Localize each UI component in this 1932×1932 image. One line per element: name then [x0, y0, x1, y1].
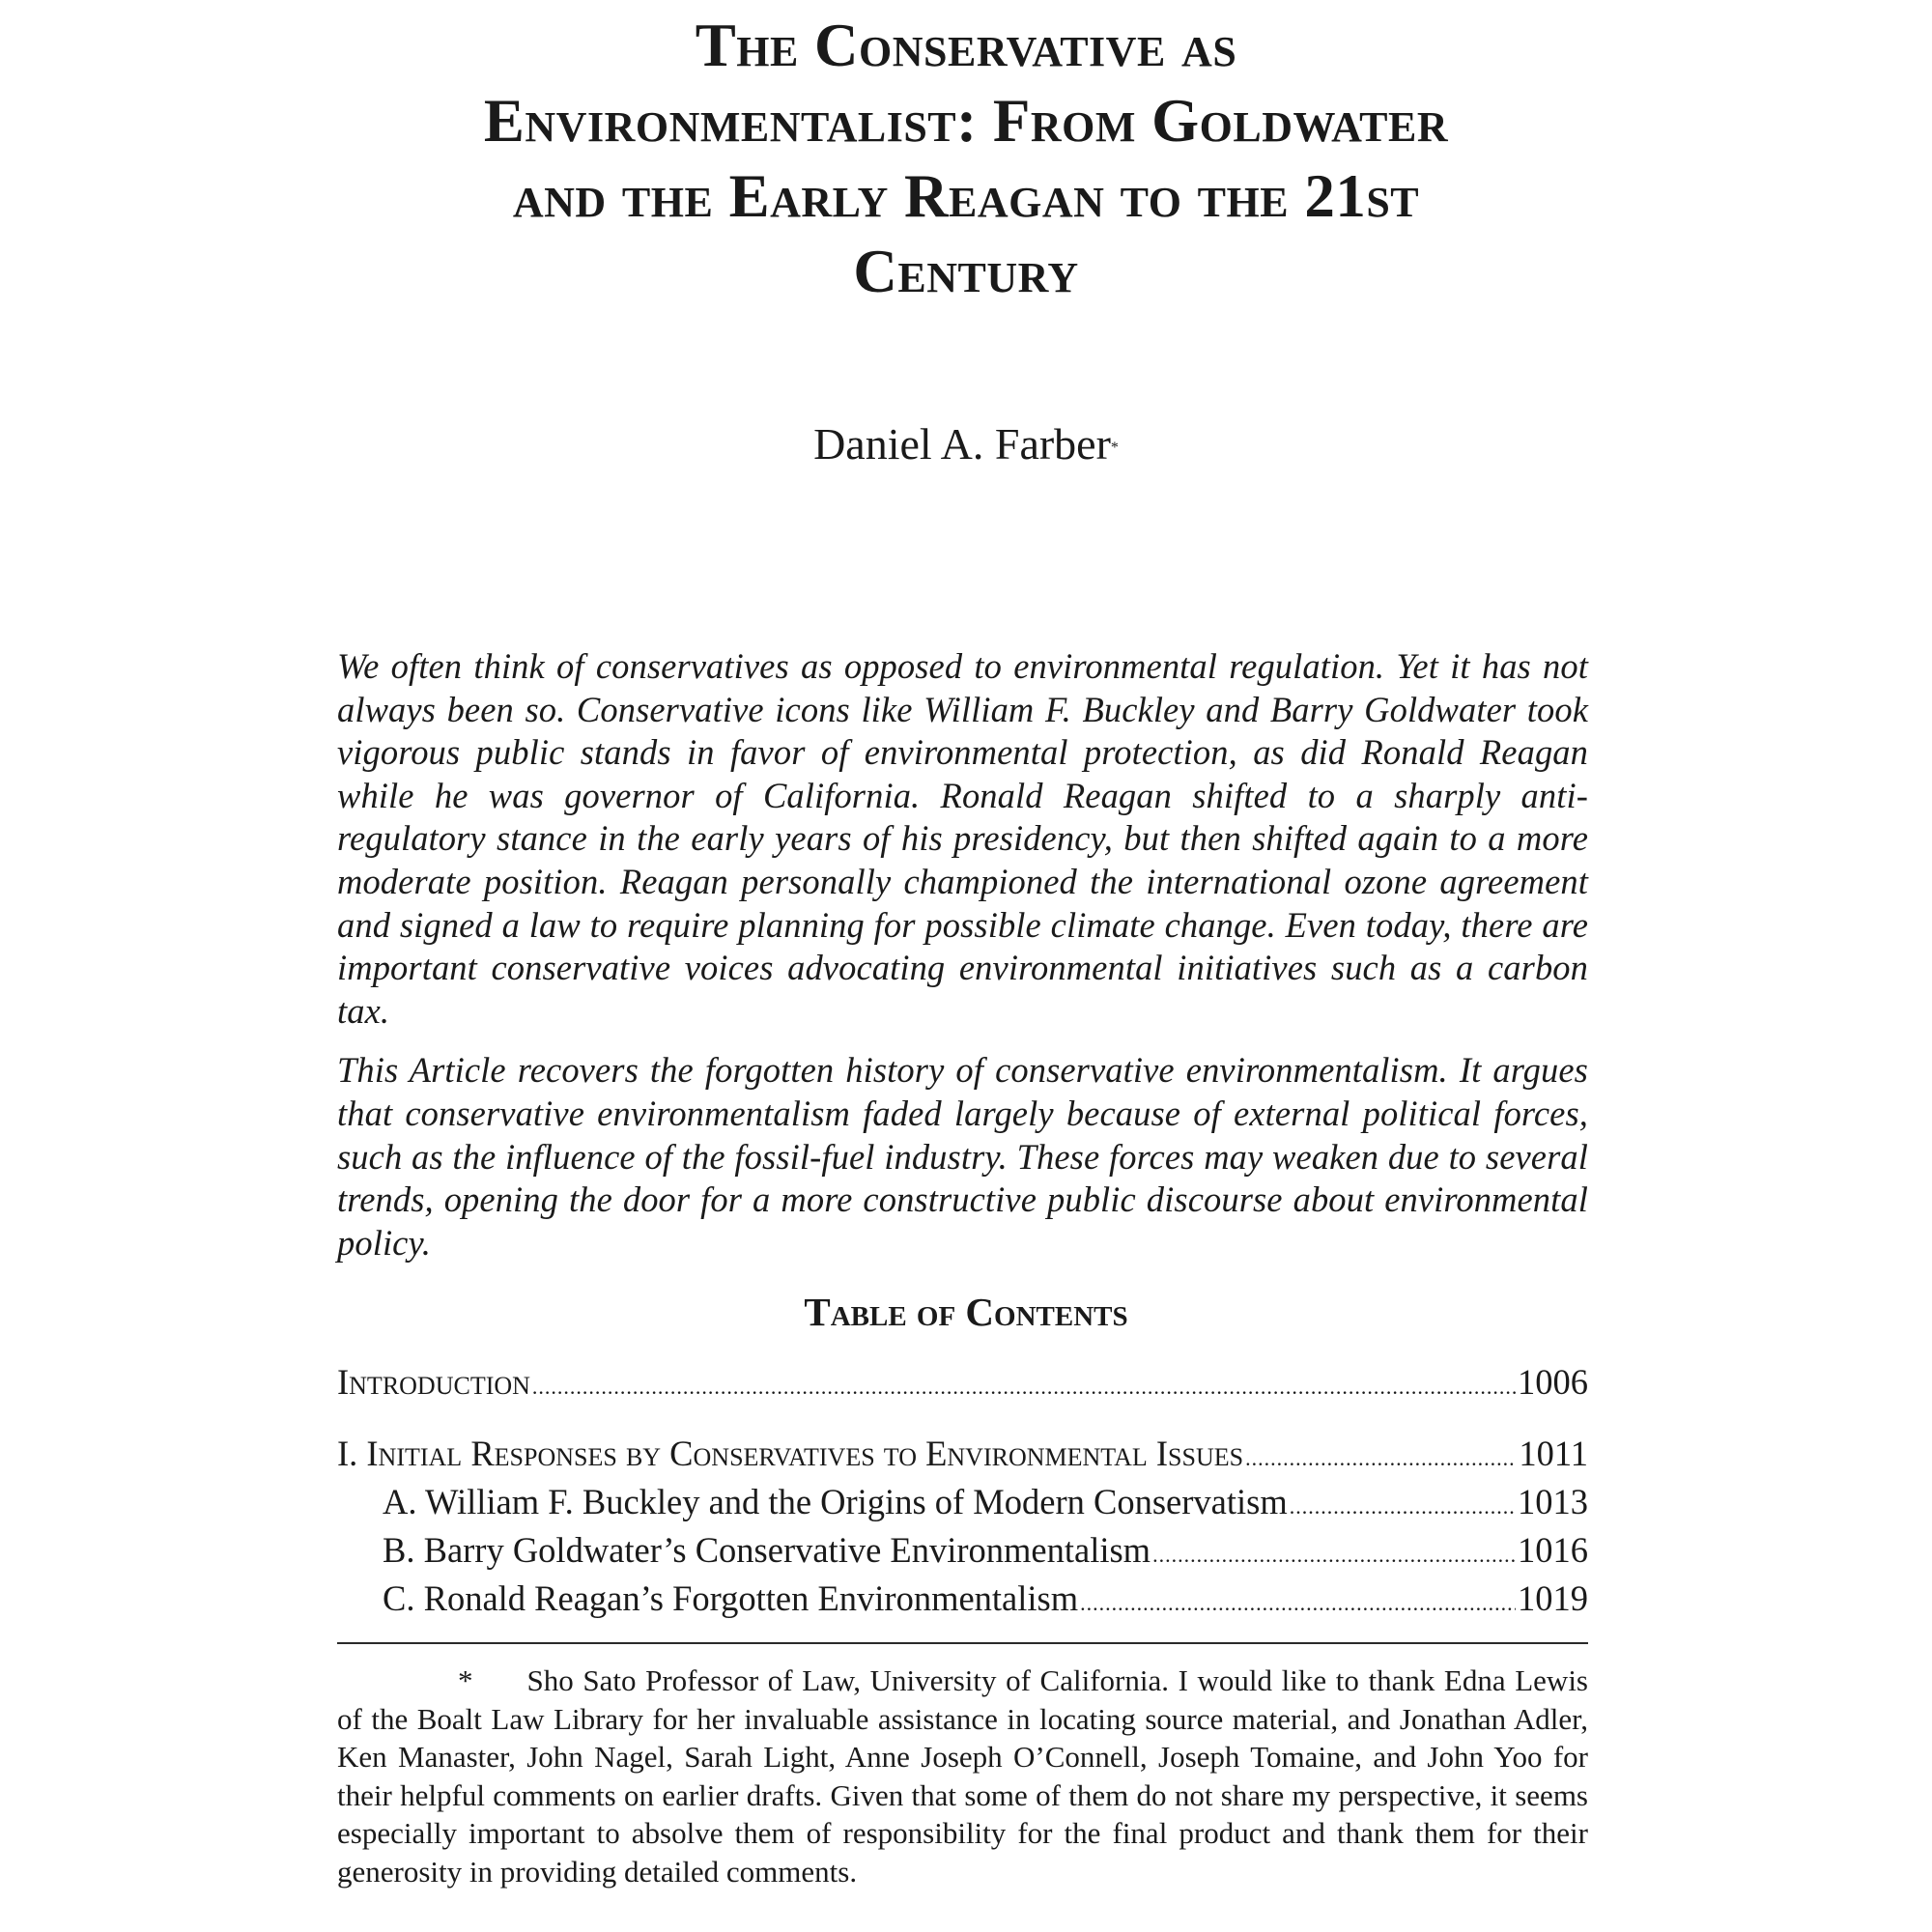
author-footnote-mark[interactable]: *	[1110, 440, 1119, 456]
toc-entry-page: 1019	[1518, 1578, 1588, 1618]
footnote-divider	[337, 1642, 1588, 1644]
footnote-mark: *	[458, 1663, 473, 1697]
table-of-contents	[337, 1360, 1588, 1625]
abstract	[337, 645, 1588, 1281]
toc-entry-part-1c[interactable]	[337, 1577, 1588, 1625]
toc-dot-leader	[532, 1365, 1516, 1408]
title-line: Century	[853, 238, 1079, 305]
toc-entry-page: 1016	[1518, 1530, 1588, 1570]
toc-entry-introduction[interactable]	[337, 1360, 1588, 1408]
abstract-paragraph: We often think of conservatives as opposed to environmental regulation. Yet it has not always been so. Conservative icons like William F. Buckley and Barry Goldwater took vigorous public stands in favor of environmental protection, as did Ronald Reagan while he was governor of California. Ronald Reagan shifted to a sharply anti-regulatory stance in the early years of his presidency, but then shifted again to a more moderate position. Reagan personally championed the international ozone agreement and signed a law to require planning for possible climate change. Even today, there are important conservative voices advocating environmental initiatives such as a carbon tax.	[337, 646, 1588, 1031]
toc-entry-page: 1006	[1518, 1362, 1588, 1402]
author-name: Daniel A. Farber	[813, 419, 1111, 469]
footnote	[337, 1662, 1588, 1890]
article-title	[319, 8, 1613, 309]
toc-dot-leader	[1152, 1533, 1516, 1577]
toc-entry-label: I. Initial Responses by Conservatives to Environmental Issues	[337, 1434, 1244, 1473]
toc-dot-leader	[1290, 1485, 1516, 1528]
footnote-text: Sho Sato Professor of Law, University of California. I would like to thank Edna Lewis of the Boalt Law Library for her invaluable assistance in locating source material, and Jonathan Adler, Ken Manaster, John Nagel, Sarah Light, Anne Joseph O’Connell, Joseph Tomaine, and John Yoo for their helpful comments on earlier drafts. Given that some of them do not share my perspective, it seems especially important to absolve them of responsibility for the final product and thank them for their generosity in providing detailed comments.	[337, 1663, 1588, 1889]
toc-entry-label: A. William F. Buckley and the Origins of Modern Conservatism	[383, 1482, 1288, 1521]
toc-entry-part-1b[interactable]	[337, 1528, 1588, 1577]
toc-entry-page: 1011	[1519, 1434, 1588, 1473]
author-line	[0, 417, 1932, 471]
title-line: Environmentalist: From Goldwater	[483, 87, 1449, 155]
toc-entry-part-1a[interactable]	[337, 1480, 1588, 1528]
toc-heading: Table of Contents	[804, 1290, 1128, 1334]
toc-entry-part-1[interactable]	[337, 1432, 1588, 1480]
title-line: The Conservative as	[695, 12, 1237, 79]
abstract-paragraph: This Article recovers the forgotten history of conservative environmentalism. It argues that conservative environmentalism faded largely because of external political forces, such as the influence of the fossil-fuel industry. These forces may weaken due to several trends, opening the door for a more constructive public discourse about environmental policy.	[337, 1050, 1588, 1263]
toc-entry-label: B. Barry Goldwater’s Conservative Environmentalism	[383, 1530, 1151, 1570]
title-line: and the Early Reagan to the 21st	[512, 162, 1420, 230]
toc-entry-label: C. Ronald Reagan’s Forgotten Environmentalism	[383, 1578, 1079, 1618]
toc-dot-leader	[1245, 1436, 1517, 1480]
toc-entry-label: Introduction	[337, 1362, 530, 1402]
toc-entry-page: 1013	[1518, 1482, 1588, 1521]
toc-dot-leader	[1080, 1581, 1516, 1625]
